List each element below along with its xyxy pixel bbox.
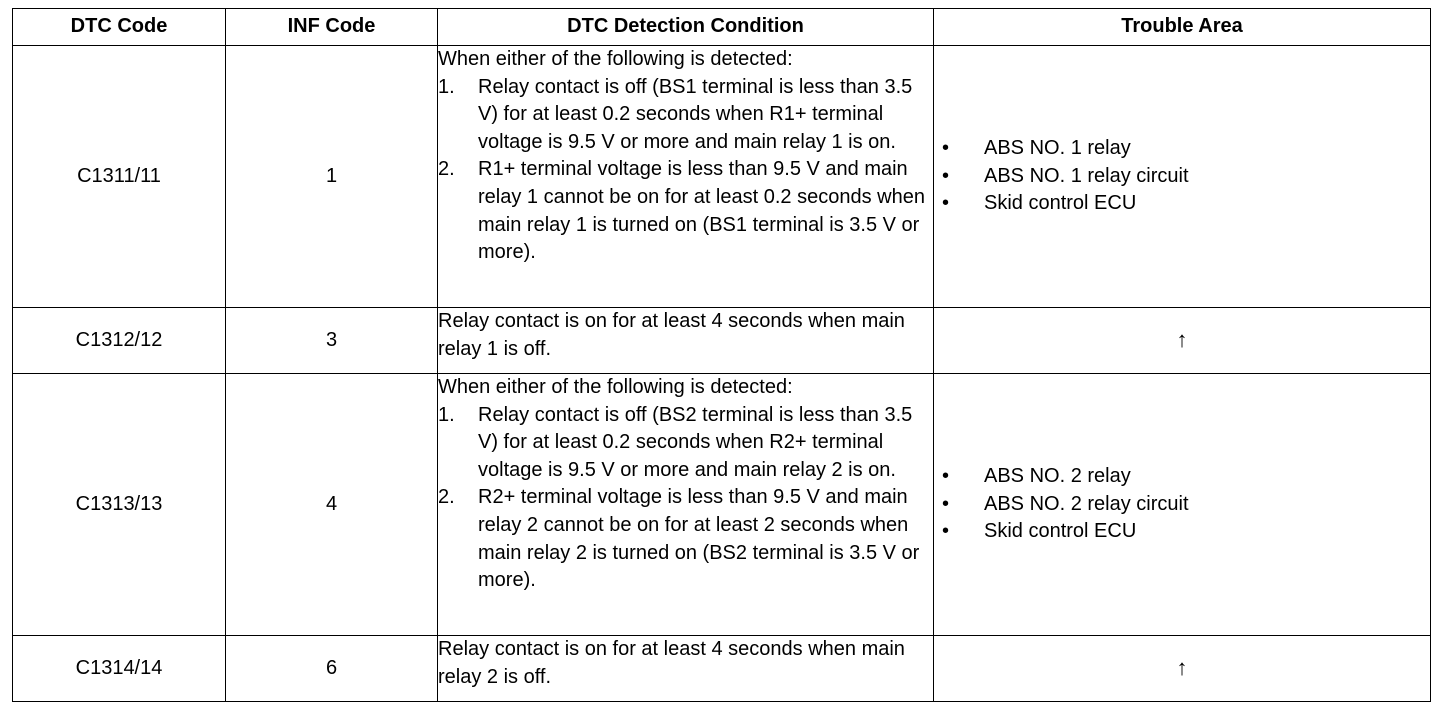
condition-text: Relay contact is off (BS1 terminal is less than 3.5 V) for at least 0.2 seconds when R1+ terminal voltage is 9.5 V or more and main relay 1 is on. bbox=[478, 75, 913, 153]
condition-number: 1. bbox=[438, 403, 455, 426]
bullet-icon: • bbox=[942, 520, 950, 543]
header-dtc-code: DTC Code bbox=[13, 9, 226, 46]
inf-code-cell: 3 bbox=[226, 308, 438, 374]
table-row bbox=[13, 374, 1431, 636]
inf-code-cell: 4 bbox=[226, 374, 438, 636]
up-arrow-icon: ↑ bbox=[1176, 326, 1188, 352]
condition-text: Relay contact is on for at least 4 seconds when main relay 1 is off. bbox=[438, 310, 905, 360]
dtc-code-cell: C1314/14 bbox=[13, 636, 226, 702]
condition-cell bbox=[438, 46, 934, 308]
condition-text: R1+ terminal voltage is less than 9.5 V and main relay 1 cannot be on for at least 0.2 seconds when main relay 1 is turned on (BS1 terminal is 3.5 V or more). bbox=[478, 158, 925, 264]
header-trouble-area: Trouble Area bbox=[934, 9, 1431, 46]
table-row bbox=[13, 636, 1431, 702]
condition-cell bbox=[438, 374, 934, 636]
inf-code-cell: 1 bbox=[226, 46, 438, 308]
condition-item bbox=[438, 74, 933, 157]
table-row bbox=[13, 308, 1431, 374]
condition-list bbox=[438, 74, 933, 267]
bullet-icon: • bbox=[942, 492, 950, 515]
condition-text: R2+ terminal voltage is less than 9.5 V and main relay 2 cannot be on for at least 2 seconds when main relay 2 is turned on (BS2 terminal is 3.5 V or more). bbox=[478, 486, 920, 592]
trouble-item bbox=[942, 518, 1430, 546]
trouble-item bbox=[942, 491, 1430, 519]
bullet-icon: • bbox=[942, 164, 950, 187]
condition-number: 2. bbox=[438, 486, 455, 509]
condition-item bbox=[438, 484, 933, 594]
trouble-text: ABS NO. 1 relay bbox=[984, 137, 1131, 160]
trouble-text: ABS NO. 2 relay circuit bbox=[984, 492, 1189, 515]
trouble-text: ABS NO. 1 relay circuit bbox=[984, 164, 1189, 187]
up-arrow-icon: ↑ bbox=[1176, 654, 1188, 680]
trouble-list bbox=[934, 463, 1430, 546]
trouble-area-cell bbox=[934, 636, 1431, 702]
header-condition: DTC Detection Condition bbox=[438, 9, 934, 46]
trouble-area-cell bbox=[934, 374, 1431, 636]
condition-intro: When either of the following is detected: bbox=[438, 48, 793, 70]
header-inf-code: INF Code bbox=[226, 9, 438, 46]
trouble-list bbox=[934, 135, 1430, 218]
condition-cell bbox=[438, 308, 934, 374]
trouble-item bbox=[942, 190, 1430, 218]
bullet-icon: • bbox=[942, 465, 950, 488]
bullet-icon: • bbox=[942, 192, 950, 215]
condition-number: 2. bbox=[438, 158, 455, 181]
condition-intro: When either of the following is detected: bbox=[438, 376, 793, 398]
trouble-text: Skid control ECU bbox=[984, 520, 1137, 543]
condition-list bbox=[438, 402, 933, 595]
trouble-item bbox=[942, 135, 1430, 163]
condition-item bbox=[438, 156, 933, 266]
dtc-code-cell: C1311/11 bbox=[13, 46, 226, 308]
trouble-item bbox=[942, 163, 1430, 191]
inf-code-cell: 6 bbox=[226, 636, 438, 702]
condition-number: 1. bbox=[438, 75, 455, 98]
dtc-code-cell: C1312/12 bbox=[13, 308, 226, 374]
dtc-code-cell: C1313/13 bbox=[13, 374, 226, 636]
condition-text: Relay contact is on for at least 4 seconds when main relay 2 is off. bbox=[438, 638, 905, 688]
condition-text: Relay contact is off (BS2 terminal is less than 3.5 V) for at least 0.2 seconds when R2+ terminal voltage is 9.5 V or more and main relay 2 is on. bbox=[478, 403, 913, 481]
header-row bbox=[13, 9, 1431, 46]
trouble-text: ABS NO. 2 relay bbox=[984, 465, 1131, 488]
trouble-area-cell bbox=[934, 46, 1431, 308]
dtc-table bbox=[12, 8, 1431, 702]
trouble-area-cell bbox=[934, 308, 1431, 374]
bullet-icon: • bbox=[942, 137, 950, 160]
trouble-text: Skid control ECU bbox=[984, 192, 1137, 215]
condition-item bbox=[438, 402, 933, 485]
condition-cell bbox=[438, 636, 934, 702]
trouble-item bbox=[942, 463, 1430, 491]
table-row bbox=[13, 46, 1431, 308]
